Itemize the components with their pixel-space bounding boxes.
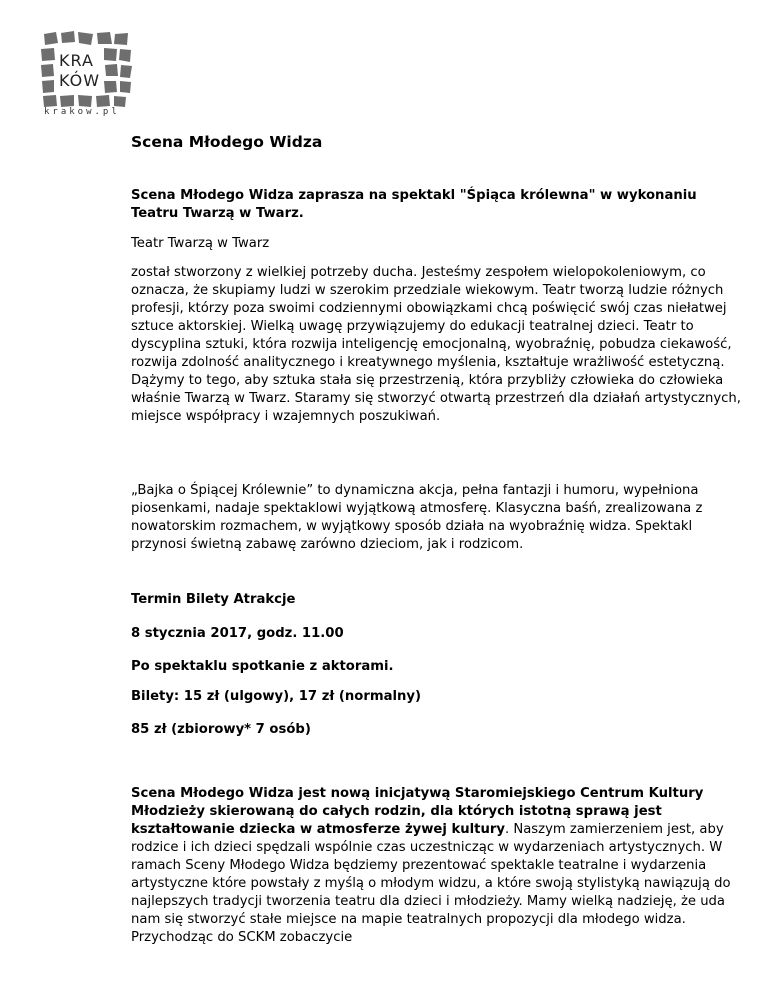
event-date: 8 stycznia 2017, godz. 11.00 xyxy=(131,626,344,641)
closing-regular-text: . Naszym zamierzeniem jest, aby rodzice i ich dzieci spędzali wspólnie czas uczestnicząc w wydarzeniach artystycznych. W ramach Sceny Młodego Widza będziemy prezentować spektakle teatralne i wydarzenia artystyczne które powstały z myślą o młodym widzu, a które swoją stylistyką nawiązują do najlepszych tradycji tworzenia teatru dla dzieci i młodzieży. Mamy wielką nadzieję, że uda nam się stworzyć stałe miejsce na mapie teatralnych propozycji dla młodego widza. Przychodząc do SCKM zobaczycie xyxy=(131,822,731,945)
play-description: „Bajka o Śpiącej Królewnie” to dynamiczna akcja, pełna fantazji i humoru, wypełniona piosenkami, nadaje spektaklowi wyjątkową atmosferę. Klasyczna baśń, zrealizowana z nowatorskim rozmachem, w wyjątkowy sposób działa na wyobraźnię widza. Spektakl przynosi świetną zabawę zarówno dzieciom, jak i rodzicom. xyxy=(131,483,703,552)
ticket-prices: Bilety: 15 zł (ulgowy), 17 zł (normalny) xyxy=(131,689,422,704)
theatre-name: Teatr Twarzą w Twarz xyxy=(131,236,270,251)
event-meeting: Po spektaklu spotkanie z aktorami. xyxy=(131,659,394,674)
logo-text-line1: KRA xyxy=(59,51,94,70)
info-tabs: Termin Bilety Atrakcje xyxy=(131,592,296,607)
closing-paragraph xyxy=(131,785,743,947)
closing-bold-text: Scena Młodego Widza jest nową inicjatywą Staromiejskiego Centrum Kultury Młodzieży skierowaną do całych rodzin, dla których istotną sprawą jest kształtowanie dziecka w atmosferze żywej kultury xyxy=(131,786,704,837)
logo-caption: krakow.pl xyxy=(44,107,120,117)
krakow-logo-mark xyxy=(38,28,134,108)
theatre-description: został stworzony z wielkiej potrzeby ducha. Jesteśmy zespołem wielopokoleniowym, co oznacza, że skupiamy ludzi w szerokim przedziale wiekowym. Teatr tworzą ludzie różnych profesji, którzy poza swoimi codziennymi obowiązkami chcą poświęcić swój czas niełatwej sztuce aktorskiej. Wielką uwagę przywiązujemy do edukacji teatralnej dzieci. Teatr to dyscyplina sztuki, która rozwija inteligencję emocjonalną, wyobraźnię, pobudza ciekawość, rozwija zdolność analitycznego i kreatywnego myślenia, kształtuje wrażliwość estetyczną. Dążymy to tego, aby sztuka stała się przestrzenią, która przybliży człowieka do człowieka właśnie Twarzą w Twarz. Staramy się stworzyć otwartą przestrzeń dla działań artystycznych, miejsce współpracy i wzajemnych poszukiwań. xyxy=(131,265,741,424)
intro-paragraph: Scena Młodego Widza zaprasza na spektakl "Śpiąca królewna" w wykonaniu Teatru Twarzą w Twarz. xyxy=(131,188,697,221)
page-title: Scena Młodego Widza xyxy=(131,133,323,151)
group-ticket-price: 85 zł (zbiorowy* 7 osób) xyxy=(131,722,311,737)
logo-text-line2: KÓW xyxy=(59,71,101,90)
